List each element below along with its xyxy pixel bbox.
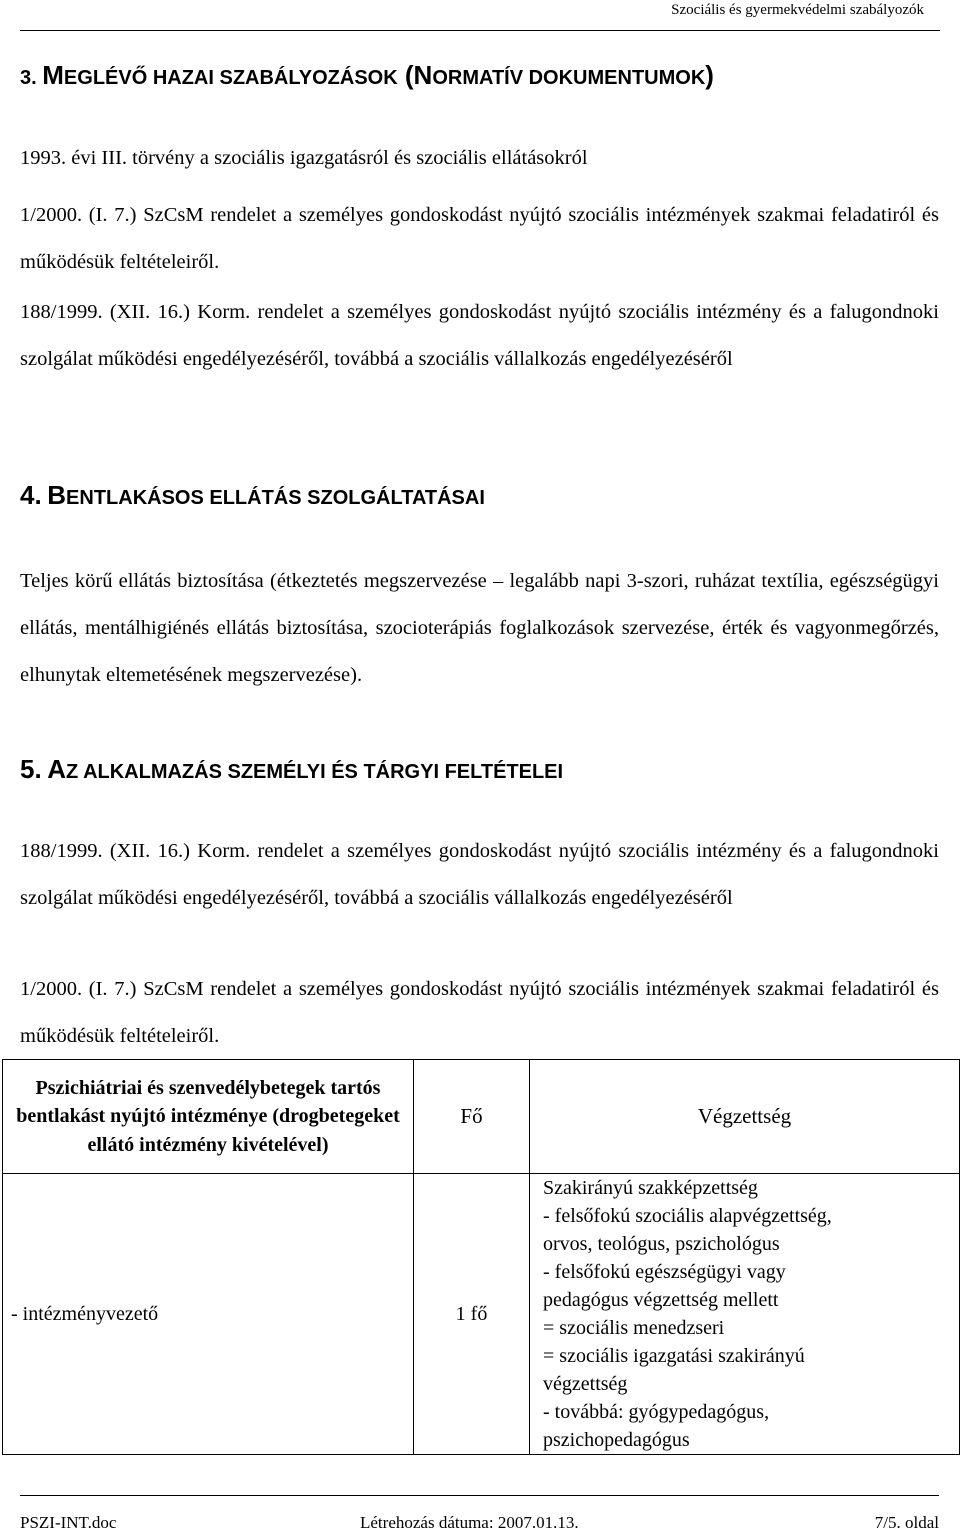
section-4-heading <box>20 480 485 511</box>
qualification-line: Szakirányú szakképzettség <box>543 1177 758 1199</box>
page-header <box>20 0 940 31</box>
qualification-line: - felsőfokú szociális alapvégzettség, <box>543 1205 832 1227</box>
qualification-line: végzettség <box>543 1373 628 1395</box>
cell-headcount: 1 fő <box>414 1174 530 1455</box>
section-3-title: EGLÉVŐ HAZAI SZABÁLYOZÁSOK <box>63 67 398 89</box>
services-description: Teljes körű ellátás biztosítása (étkeztetés megszervezése – legalább napi 3-szori, ruházat textília, egészségügyi ellátás, mentálhigiénés ellátás biztosítása, szocioterápiás foglalkozások szervezése, érték és vagyonmegőrzés, elhunytak eltemetésének megszervezése). <box>20 570 939 686</box>
footer-created-date: Létrehozás dátuma: 2007.01.13. <box>360 1513 579 1532</box>
section-3-number: 3. <box>20 67 37 89</box>
table-row <box>3 1174 960 1455</box>
regulation-item: 1/2000. (I. 7.) SzCsM rendelet a személyes gondoskodást nyújtó szociális intézmények szakmai feladatiról és működésük feltételeiről. <box>20 204 939 273</box>
cell-qualification <box>530 1174 960 1455</box>
section-3-title-end: ) <box>705 60 714 90</box>
section-3-title-paren-initial: N <box>413 60 433 90</box>
section-5-title: Z ALKALMAZÁS SZEMÉLYI ÉS TÁRGYI FELTÉTELEI <box>66 761 564 783</box>
qualification-line: pszichopedagógus <box>543 1429 690 1451</box>
header-title: Szociális és gyermekvédelmi szabályozók <box>671 2 924 18</box>
footer-filename: PSZI-INT.doc <box>20 1513 117 1532</box>
qualification-line: - felsőfokú egészségügyi vagy <box>543 1261 786 1283</box>
qualification-line: pedagógus végzettség mellett <box>543 1289 779 1311</box>
section-5-number: 5. <box>20 754 42 784</box>
section-4-title-initial: B <box>47 480 67 510</box>
table-header-row <box>3 1060 960 1174</box>
qualification-line: = szociális igazgatási szakirányú <box>543 1345 805 1367</box>
regulation-item: 1993. évi III. törvény a szociális igazgatásról és szociális ellátásokról <box>20 147 588 169</box>
column-header-qualification: Végzettség <box>530 1060 960 1174</box>
qualification-line: = szociális menedzseri <box>543 1317 725 1339</box>
section-5-title-initial: A <box>47 754 67 784</box>
footer-page-number: 7/5. oldal <box>874 1513 939 1532</box>
section-3-title-paren-text: ORMATÍV DOKUMENTUMOK <box>432 67 706 89</box>
cell-role: - intézményvezető <box>3 1174 414 1455</box>
section-4-number: 4. <box>20 480 42 510</box>
staffing-requirements-table <box>2 1059 960 1455</box>
qualification-line: - továbbá: gyógypedagógus, <box>543 1401 770 1423</box>
section-3-title-paren: ( <box>397 60 414 90</box>
section-4-title: ENTLAKÁSOS ELLÁTÁS SZOLGÁLTATÁSAI <box>66 487 485 509</box>
section-5-heading <box>20 754 563 785</box>
section-3-heading <box>20 60 714 91</box>
regulation-item: 1/2000. (I. 7.) SzCsM rendelet a személyes gondoskodást nyújtó szociális intézmények szakmai feladatiról és működésük feltételeiről. <box>20 978 939 1047</box>
page-footer <box>20 1495 939 1532</box>
column-header-institution: Pszichiátriai és szenvedélybetegek tartós bentlakást nyújtó intézménye (drogbetegeket ellátó intézmény kivételével) <box>3 1060 414 1174</box>
column-header-headcount: Fő <box>414 1060 530 1174</box>
qualification-line: orvos, teológus, pszichológus <box>543 1233 780 1255</box>
regulation-item: 188/1999. (XII. 16.) Korm. rendelet a személyes gondoskodást nyújtó szociális intézmény és a falugondnoki szolgálat működési engedélyezéséről, továbbá a szociális vállalkozás engedélyezéséről <box>20 840 939 909</box>
regulation-item: 188/1999. (XII. 16.) Korm. rendelet a személyes gondoskodást nyújtó szociális intézmény és a falugondnoki szolgálat működési engedélyezéséről, továbbá a szociális vállalkozás engedélyezéséről <box>20 301 939 370</box>
section-3-title-initial: M <box>42 60 64 90</box>
